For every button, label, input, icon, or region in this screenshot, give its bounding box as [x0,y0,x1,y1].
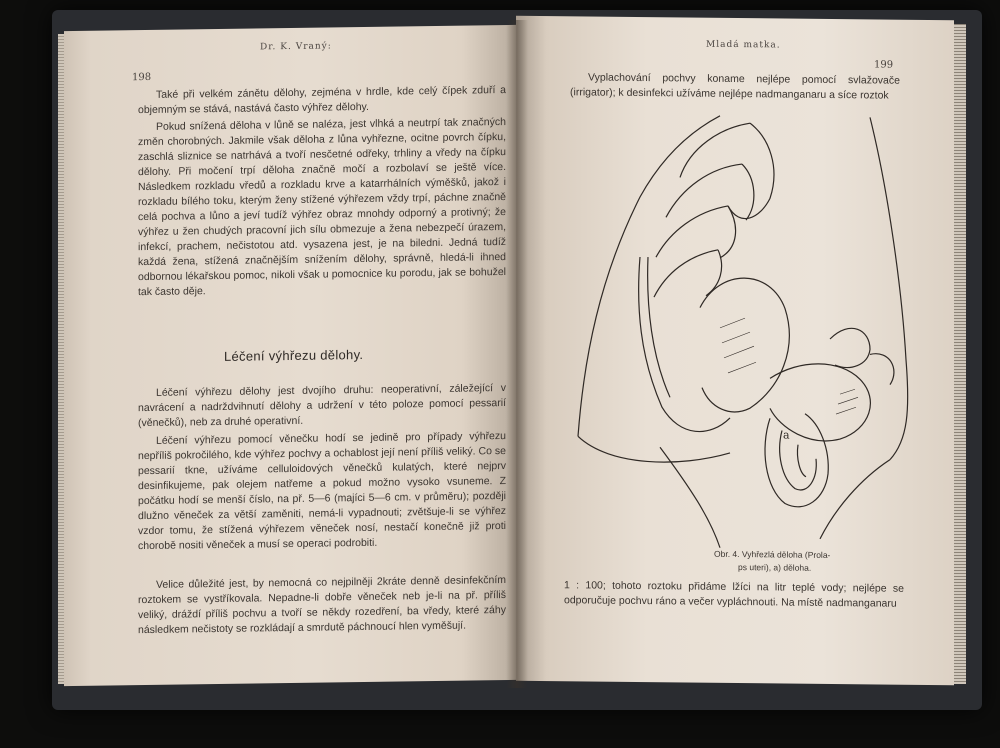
figure-caption-line1: Obr. 4. Vyhřezlá děloha (Prola- [714,548,831,560]
left-page [64,25,516,686]
figure-caption-line2: ps uteri), a) děloha. [738,562,812,573]
paragraph-pessary: Léčení výhřezu pomocí věnečku hodí se jedině pro případy výhřezu nepříliš pokročilého, kde výhřez pochvy a ochablost její není příliš veliký. Co se pessarií tkne, užíváme celluloidových věnečků kulatých, které nejprv desinfikujeme, pak olejem natřeme a pokud možno vysoko vsuneme. Z počátku hodí se menší číslo, na př. 5—6 (majíci 5—6 cm. v průměru); později dlužno věneček za větší zaměniti, nemá-li vypadnouti; zvětšuje-li se výhřez vzdor tomu, že stížená výhřezem věneček nosí, nestačí konečně již proti chorobě nositi věneček a musí se operaci podrobiti. [138,429,506,553]
paragraph-treatment-types: Léčení výhřezu dělohy jest dvojího druhu: neoperativní, záležející v navrácení a nadrždvihnutí dělohy a udržení v této poloze pomocí pessarií (věnečků), neb za druhé operativní. [138,381,506,430]
right-page [516,16,954,686]
paragraph-solution: 1 : 100; tohoto roztoku přidáme lžíci na litr teplé vody; nejlépe se odporučuje pochvu ráno a večer vypláchnouti. Na místě nadmanganaru [564,579,904,610]
page-number-right: 199 [874,59,894,71]
section-heading: Léčení výhřezu dělohy. [224,346,364,364]
book-gutter [506,20,528,688]
paragraph-prolapse-effects: Pokud snížená děloha v lůně se naléza, jest vlhká a neutrpí tak značných změn chorobných. Jakmile však děloha z lůna vyhřezne, ocitne povrch čípku, zaschlá sliznice se natrhává a tvoří nesčetné odřeky, trhliny a vředy na čípku dělohy. Při močení trpí děloha značně močí a rozbolaví se ještě více. Následkem rozkladu vředů a rozkladu krve a katarrhálních výměšků, jakož i rozkladu bílého toku, kterým ženy stížené výhřezem vždy trpí, páchne značně celá pochva a lůno a jeví tudíž výhřez obraz mnohdy odporný a protivný; že výhřez u žen chudých pracovní jich sílu obmezuje a žena nebezpečí úrazem, infekcí, prachem, nečistotou atd. vysazena jest, je na biledni. Jedná tudíž každá žena, stížená značnějším snížením dělohy, správně, hledá-li ihned odbornou lékařskou pomoc, nikoli však u pomocnice ku porodu, jak se bohužel tak často děje. [138,115,506,299]
paragraph-prolapse-inflammation: Také při velkém zánětu dělohy, zejména v hrdle, kde celý čípek zduří a objemným se stává, nastává často výhřez dělohy. [138,83,506,117]
figure-label-a: a [783,428,790,442]
running-head-right: Mladá matka. [706,39,781,51]
running-head-left: Dr. K. Vraný: [260,41,332,53]
paragraph-disinfection: Velice důležité jest, by nemocná co nejpilněji 2kráte denně desinfekčním roztokem se vystříkovala. Nepadne-li dobře věneček neb je-li na př. příliš veliký, dráždí příliš pochvu a tvoří se někdy rozedření, ba vředy, které záhy následkem nečistoty se rozkládají a smrdutě páchnoucí hlen vyměšují. [138,573,506,637]
page-number-left: 198 [132,71,152,84]
paragraph-irrigation: Vyplachování pochvy koname nejlépe pomocí svlažovače (irrigator); k desinfekci užíváme nejlépe nadmanganaru a síce roztok [570,71,900,102]
anatomy-illustration [570,106,910,550]
